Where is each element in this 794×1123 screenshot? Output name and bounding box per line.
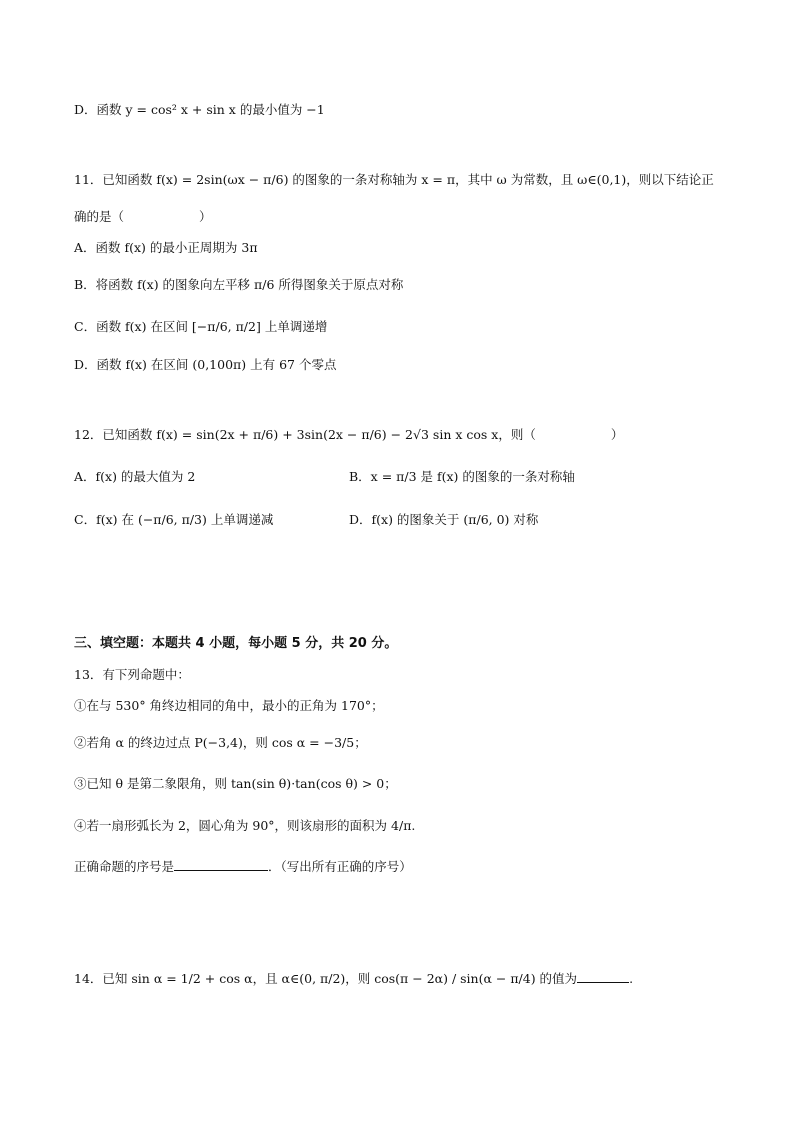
q12-option-c: C．f(x) 在 (−π/6, π/3) 上单调递减 xyxy=(74,512,274,527)
q10-option-d: D．函数 y = cos² x + sin x 的最小值为 −1 xyxy=(74,102,325,117)
q12-option-d: D．f(x) 的图象关于 (π/6, 0) 对称 xyxy=(349,512,539,527)
q13-answer-prefix: 正确命题的序号是 xyxy=(74,859,175,874)
q11-option-c: C．函数 f(x) 在区间 [−π/6, π/2] 上单调递增 xyxy=(74,319,328,334)
q13-answer-line xyxy=(74,858,412,874)
q12-stem: 12．已知函数 f(x) = sin(2x + π/6) + 3sin(2x − π/6) − 2√3 sin x cos x，则（ ） xyxy=(74,427,624,442)
q13-proposition-2: ②若角 α 的终边过点 P(−3,4)，则 cos α = −3/5； xyxy=(74,735,367,750)
q11-stem-cont: 确的是（ ） xyxy=(74,209,212,224)
q12-option-a: A．f(x) 的最大值为 2 xyxy=(74,469,196,484)
q13-proposition-4: ④若一扇形弧长为 2，圆心角为 90°，则该扇形的面积为 4/π. xyxy=(74,818,416,833)
q13-answer-blank[interactable] xyxy=(174,858,268,871)
q11-stem: 11．已知函数 f(x) = 2sin(ωx − π/6) 的图象的一条对称轴为 x = π，其中 ω 为常数，且 ω∈(0,1)，则以下结论正 xyxy=(74,172,714,187)
q13-stem: 13．有下列命题中： xyxy=(74,667,190,682)
q14-line xyxy=(74,970,633,986)
q11-option-b: B．将函数 f(x) 的图象向左平移 π/6 所得图象关于原点对称 xyxy=(74,277,404,292)
q12-option-b: B．x = π/3 是 f(x) 的图象的一条对称轴 xyxy=(349,469,575,484)
q14-suffix: . xyxy=(629,971,634,986)
section-3-heading: 三、填空题：本题共 4 小题，每小题 5 分，共 20 分。 xyxy=(74,636,398,651)
q13-proposition-3: ③已知 θ 是第二象限角，则 tan(sin θ)·tan(cos θ) > 0； xyxy=(74,776,397,791)
q11-option-d: D．函数 f(x) 在区间 (0,100π) 上有 67 个零点 xyxy=(74,357,337,372)
q13-answer-suffix: ．（写出所有正确的序号） xyxy=(268,859,412,874)
q11-option-a: A．函数 f(x) 的最小正周期为 3π xyxy=(74,240,258,255)
q14-answer-blank[interactable] xyxy=(577,970,629,983)
q13-proposition-1: ①在与 530° 角终边相同的角中，最小的正角为 170°； xyxy=(74,698,384,713)
q14-stem: 14．已知 sin α = 1/2 + cos α，且 α∈(0, π/2)，则 cos(π − 2α) / sin(α − π/4) 的值为 xyxy=(74,971,578,986)
